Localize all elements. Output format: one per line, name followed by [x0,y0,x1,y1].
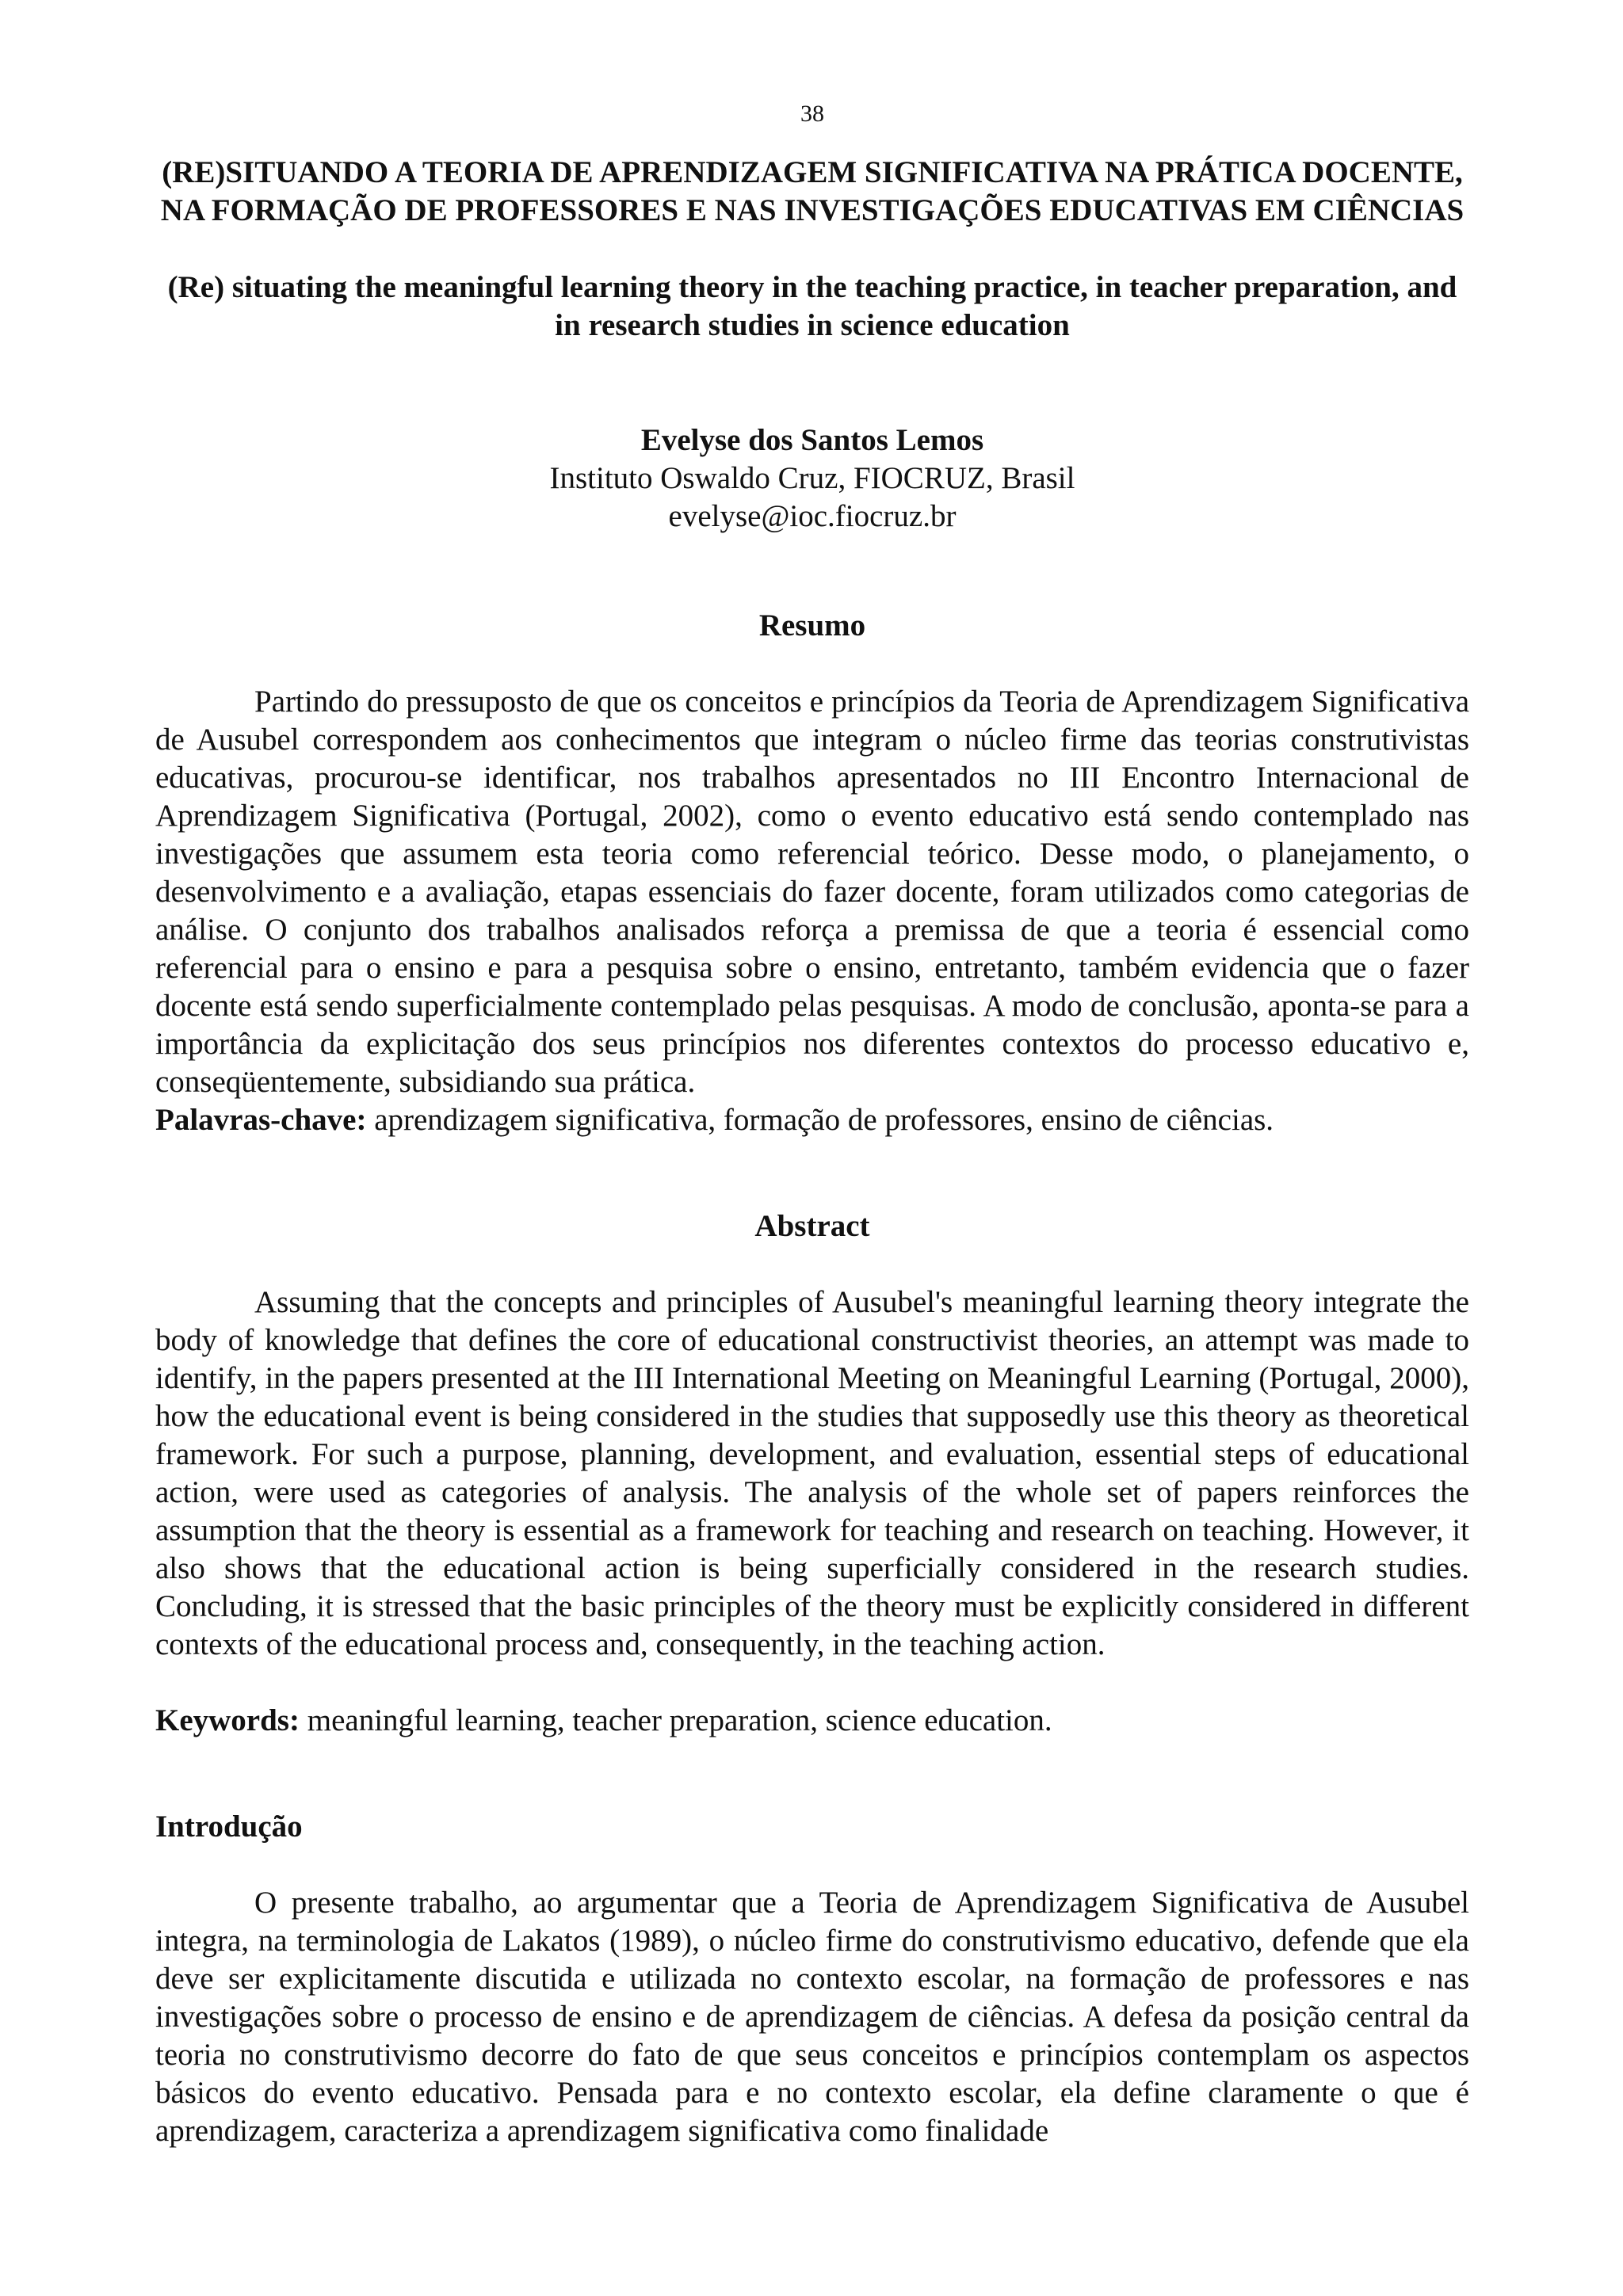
author-email: evelyse@ioc.fiocruz.br [668,499,957,533]
resumo-keywords-label: Palavras-chave: [155,1103,367,1137]
abstract-heading: Abstract [754,1209,870,1243]
author-affiliation: Instituto Oswaldo Cruz, FIOCRUZ, Brasil [549,461,1075,495]
resumo-keywords-list: aprendizagem significativa, formação de professores, ensino de ciências. [366,1103,1274,1137]
introducao-heading: Introdução [155,1810,303,1844]
resumo-keywords [155,1101,1469,1139]
author-block [155,421,1469,536]
title-english: (Re) situating the meaningful learning theory in the teaching practice, in teacher preparation, and in research studies in science education [167,270,1457,342]
abstract-keywords-list: meaningful learning, teacher preparation, science education. [299,1703,1052,1737]
page-number: 38 [800,101,824,127]
author-name: Evelyse dos Santos Lemos [640,423,984,457]
abstract-text: Assuming that the concepts and principles of Ausubel's meaningful learning theory integrate the body of knowledge that defines the core of educational constructivist theories, an attempt was made to identify, in the papers presented at the III International Meeting on Meaningful Learning (Portugal, 2000), how the educational event is being considered in the studies that supposedly use this theory as theoretical framework. For such a purpose, planning, development, and evaluation, essential steps of educational action, were used as categories of analysis. The analysis of the whole set of papers reinforces the assumption that the theory is essential as a framework for teaching and research on teaching. However, it also shows that the educational action is being superficially considered in the research studies. Concluding, it is stressed that the basic principles of the theory must be explicitly considered in different contexts of the educational process and, consequently, in the teaching action. [155,1285,1469,1661]
resumo-text: Partindo do pressuposto de que os conceitos e princípios da Teoria de Aprendizagem Significativa de Ausubel correspondem aos conhecimentos que integram o núcleo firme das teorias construtivistas educativas, procurou-se identificar, nos trabalhos apresentados no III Encontro Internacional de Aprendizagem Significativa (Portugal, 2002), como o evento educativo está sendo contemplado nas investigações que assumem esta teoria como referencial teórico. Desse modo, o planejamento, o desenvolvimento e a avaliação, etapas essenciais do fazer docente, foram utilizados como categorias de análise. O conjunto dos trabalhos analisados reforça a premissa de que a teoria é essencial como referencial para o ensino e para a pesquisa sobre o ensino, entretanto, também evidencia que o fazer docente está sendo superficialmente contemplado pelas pesquisas. A modo de conclusão, aponta-se para a importância da explicitação dos seus princípios nos diferentes contextos do processo educativo e, conseqüentemente, subsidiando sua prática. [155,685,1469,1099]
title-portuguese: (RE)SITUANDO A TEORIA DE APRENDIZAGEM SIGNIFICATIVA NA PRÁTICA DOCENTE, NA FORMAÇÃO DE PROFESSORES E NAS INVESTIGAÇÕES EDUCATIVAS EM CIÊNCIAS [160,155,1465,227]
resumo-heading: Resumo [758,608,866,643]
abstract-keywords [155,1702,1469,1740]
abstract-keywords-label: Keywords: [155,1703,300,1737]
introducao-text: O presente trabalho, ao argumentar que a Teoria de Aprendizagem Significativa de Ausubel integra, na terminologia de Lakatos (1989), o núcleo firme do construtivismo educativo, defende que ela deve ser explicitamente discutida e utilizada no contexto escolar, na formação de professores e nas investigações sobre o processo de ensino e de aprendizagem de ciências. A defesa da posição central da teoria no construtivismo decorre do fato de que seus conceitos e princípios contemplam os aspectos básicos do evento educativo. Pensada para e no contexto escolar, ela define claramente o que é aprendizagem, caracteriza a aprendizagem significativa como finalidade [155,1886,1469,2148]
